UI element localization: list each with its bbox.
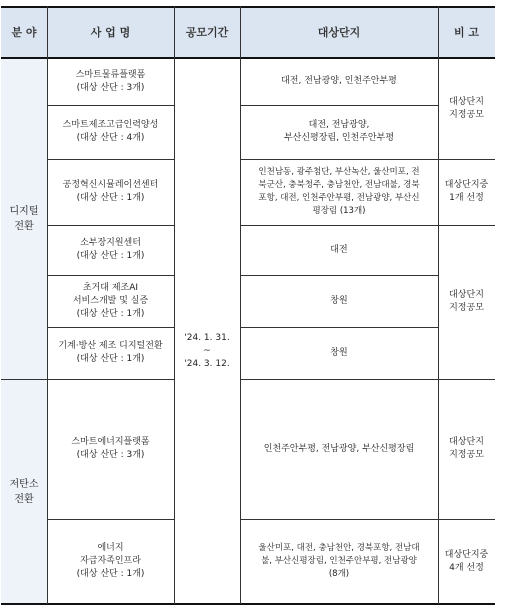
target-line: 인천남동, 광주첨단, 부산녹산, 울산미포, 전 [258,167,420,177]
row-divider [47,159,174,160]
row-divider [240,519,495,520]
table-bottom-border [1,603,495,605]
note [438,379,495,519]
target-complexes [240,379,438,519]
target-complexes [240,159,438,225]
project-count: (대상 산단 : 1개) [76,308,145,319]
note [438,159,495,225]
target-complexes [240,327,438,379]
target-complexes [240,58,438,105]
row-divider [47,379,174,380]
field-lowcarbon [1,379,47,604]
row-divider [240,159,495,160]
target-line: 포항, 대전, 인천주안부평, 전남광양, 부산신 [258,193,420,203]
target-line: 인천주안부평, 전남광양, 부산신평장림 [263,443,415,454]
column-divider [438,6,439,604]
field-lowcarbon-line2: 전환 [14,493,34,505]
target-line: 부산신평장림, 인천주안부평 [283,133,395,143]
target-complexes [240,105,438,159]
project-name [47,275,174,327]
target-line: 북군산, 충북청주, 충남천안, 전남대불, 경북 [258,180,420,190]
project-name [47,379,174,519]
note-line: 대상단지중 [444,549,489,560]
note-line: 4개 선정 [449,562,484,573]
period-range [174,58,240,604]
project-title: 초거대 제조AI [82,282,139,293]
target-line: 불, 부산신평장림, 인천주안부평, 전남광양 [261,556,417,566]
table-top-border [1,6,495,8]
period-separator: ~ [203,345,211,356]
note-line: 대상단지 [449,290,484,300]
field-digital-line2: 전환 [14,220,34,232]
project-title: 스마트제조고급인력양성 [62,120,159,130]
period-end: '24. 3. 12. [184,358,230,369]
column-divider [47,6,48,604]
target-line: 대전, 전남광양, [308,120,370,130]
note-line: 지정공모 [449,303,484,313]
target-complexes [240,275,438,327]
field-lowcarbon-line1: 저탄소 [9,478,39,490]
project-name [47,58,174,105]
note [438,58,495,159]
project-count: (대상 산단 : 1개) [76,354,145,364]
header-target: 대상단지 [240,6,438,58]
row-divider [47,275,174,276]
note-line: 지정공모 [449,109,484,120]
note [438,225,495,379]
header-note: 비 고 [438,6,495,58]
project-name [47,105,174,159]
header-field: 분 야 [1,6,47,58]
project-title: 기계·방산 제조 디지털전환 [58,341,163,351]
target-line: 평장림 (13개) [312,206,366,216]
project-title: 스마트에너지플랫폼 [71,437,150,447]
field-digital [1,58,47,379]
row-divider [240,105,438,106]
row-divider [240,379,495,380]
target-line: 울산미포, 대전, 충남천안, 경북포항, 전남대 [258,543,420,553]
project-subtitle: 서비스개발 및 실증 [72,295,149,306]
row-divider [47,105,174,106]
project-count: (대상 산단 : 3개) [76,450,145,460]
target-line: 창원 [330,295,348,306]
period-start: '24. 1. 31. [184,332,230,343]
note-line: 지정공모 [449,450,484,460]
project-count: (대상 산단 : 1개) [76,251,145,261]
project-title: 소부장지원센터 [80,238,141,248]
note-line: 1개 선정 [449,193,484,203]
field-divider [1,379,47,380]
target-line: 창원 [330,347,348,358]
target-complexes [240,519,438,604]
project-title: 에너지 [97,543,124,553]
header-period: 공모기간 [174,6,240,58]
project-name [47,327,174,379]
row-divider [240,225,495,226]
project-count: (대상 산단 : 1개) [76,569,145,579]
row-divider [47,327,174,328]
project-name [47,225,174,275]
column-divider [174,6,175,604]
row-divider [240,275,438,276]
project-count: (대상 산단 : 1개) [76,193,145,203]
note-line: 대상단지 [449,96,484,107]
row-divider [240,327,438,328]
project-name [47,519,174,604]
project-title: 스마트물류플랫폼 [75,69,146,80]
column-divider [240,6,241,604]
row-divider [47,225,174,226]
header-project: 사 업 명 [47,6,174,58]
target-line: (8개) [328,569,350,579]
project-count: (대상 산단 : 3개) [76,82,145,93]
project-name [47,159,174,225]
note-line: 대상단지중 [444,180,489,190]
header-bottom-border [1,57,495,59]
project-count: (대상 산단 : 4개) [76,133,145,143]
target-complexes [240,225,438,275]
note-line: 대상단지 [449,437,484,447]
project-title: 공정혁신시뮬레이션센터 [62,180,159,190]
target-line: 대전 [330,244,348,255]
row-divider [47,519,174,520]
field-digital-line1: 디지털 [9,205,39,217]
project-subtitle: 자급자족인프라 [80,556,141,566]
note [438,519,495,604]
target-line: 대전, 전남광양, 인천주안부평 [281,76,397,86]
